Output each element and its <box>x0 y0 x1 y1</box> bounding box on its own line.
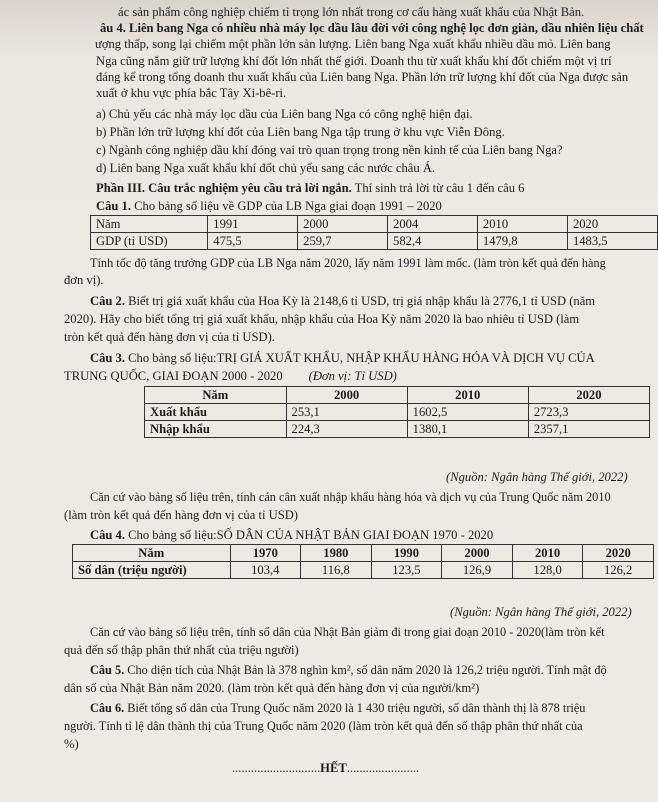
q6-line-2: người. Tính tỉ lệ dân thành thị của Trung Quốc năm 2020 (làm tròn kết quả đến số thập phân thứ nhất của <box>64 719 583 733</box>
table-cell: 1602,5 <box>407 404 528 421</box>
table-cell: Nhập khẩu <box>145 421 287 438</box>
table-header: 2010 <box>407 387 528 404</box>
table-row <box>145 404 650 421</box>
table-header: 1980 <box>301 545 372 562</box>
option-b: b) Phần lớn trữ lượng khí đốt của Liên bang Nga tập trung ở khu vực Viễn Đông. <box>96 125 505 139</box>
table-cell: 1380,1 <box>407 421 528 438</box>
q6-label: Câu 6. <box>90 701 125 715</box>
q1-task-1: Tính tốc độ tăng trưởng GDP của LB Nga năm 2020, lấy năm 1991 làm mốc. (làm tròn kết quả đến hàng <box>90 256 606 270</box>
table-header: 2010 <box>512 545 583 562</box>
option-d: d) Liên bang Nga xuất khẩu khí đốt chủ yếu sang các nước châu Á. <box>96 161 436 175</box>
table-cell: 126,9 <box>442 562 513 579</box>
table-row <box>91 233 658 250</box>
q3-text-2: TRUNG QUỐC, GIAI ĐOẠN 2000 - 2020 <box>64 369 283 383</box>
line-q3-tail: ác sản phẩm công nghiệp chiếm tỉ trọng lớn nhất trong cơ cấu hàng xuất khẩu của Nhật Bản. <box>118 5 585 19</box>
q6-line-3: %) <box>64 737 79 751</box>
q5-label: Câu 5. <box>90 663 125 677</box>
line-q4-3: Nga cũng nắm giữ trữ lượng khí đốt lớn nhất thế giới. Doanh thu từ xuất khẩu khí đốt chiếm một vị trí <box>96 54 612 68</box>
end-dots-left: ............................ <box>232 761 321 775</box>
q2-line-3: tròn kết quả đến hàng đơn vị của tỉ USD). <box>64 330 275 344</box>
q2-text-1: Biết trị giá xuất khẩu của Hoa Kỳ là 2148,6 tỉ USD, trị giá nhập khẩu là 2776,1 tỉ USD (năm <box>125 294 596 308</box>
table-cell: Số dân (triệu người) <box>73 562 231 579</box>
q4-part2-label: âu 4. Liên bang Nga có nhiều nhà máy lọc dầu lâu đời với công nghệ lọc đơn giản, dầu nhiên liệu chất <box>100 21 644 35</box>
table-cell: 2357,1 <box>528 421 649 438</box>
table-cell: 1479,8 <box>477 233 567 250</box>
q3-line-1 <box>90 350 595 366</box>
q6-line-1 <box>90 700 585 716</box>
table-row <box>91 216 658 233</box>
q2-line-1 <box>90 293 595 309</box>
line-q4-1 <box>100 20 644 36</box>
table-cell: 259,7 <box>298 233 388 250</box>
table-header: 1990 <box>371 545 442 562</box>
table-cell: 1991 <box>208 216 298 233</box>
option-a: a) Chủ yếu các nhà máy lọc dầu của Liên bang Nga có công nghệ hiện đại. <box>96 107 473 121</box>
table-header: 1970 <box>230 545 301 562</box>
q5-text-1: Cho diện tích của Nhật Bản là 378 nghìn km², số dân năm 2020 là 126,2 triệu người. Tính mật độ <box>124 663 607 677</box>
q3-text-1: Cho bảng số liệu:TRỊ GIÁ XUẤT KHẨU, NHẬP KHẨU HÀNG HÓA VÀ DỊCH VỤ CỦA <box>125 351 595 365</box>
table-row <box>145 421 650 438</box>
q4-task-2: quả đến số thập phân thứ nhất của triệu người) <box>64 643 299 657</box>
q2-line-2: 2020). Hãy cho biết tổng trị giá xuất khẩu, nhập khẩu của Hoa Kỳ năm 2020 là bao nhiêu tỉ USD (làm <box>64 312 580 326</box>
q4-line-1 <box>90 527 493 543</box>
table-cell: 128,0 <box>512 562 583 579</box>
table-header: 2000 <box>442 545 513 562</box>
q1-task-2: đơn vị). <box>64 273 104 287</box>
table-header: 2000 <box>286 387 407 404</box>
q4-label: Câu 4. <box>90 528 125 542</box>
part3-title: Phần III. Câu trắc nghiệm yêu cầu trả lời ngắn. <box>96 181 352 195</box>
table-row <box>145 387 650 404</box>
q4-task-1: Căn cứ vào bảng số liệu trên, tính số dân của Nhật Bản giảm đi trong giai đoạn 2010 - 2020(làm tròn kết <box>90 625 605 639</box>
part3-instruction: Thí sinh trả lời từ câu 1 đến câu 6 <box>351 181 525 195</box>
table-cell: 123,5 <box>371 562 442 579</box>
population-table <box>72 544 654 579</box>
table-cell: 2000 <box>298 216 388 233</box>
q1-text: Cho bảng số liệu về GDP của LB Nga giai đoạn 1991 – 2020 <box>131 199 442 213</box>
trade-table <box>144 386 650 438</box>
q3-task-2: (làm tròn kết quả đến hàng đơn vị của tỉ USD) <box>64 508 298 522</box>
table-cell: 2004 <box>388 216 478 233</box>
q5-line-1 <box>90 662 607 678</box>
q1-label: Câu 1. <box>96 199 131 213</box>
table-cell: 582,4 <box>388 233 478 250</box>
q4-source: (Nguồn: Ngân hàng Thế giới, 2022) <box>450 605 632 619</box>
table-cell: 126,2 <box>583 562 654 579</box>
table-cell: Xuất khẩu <box>145 404 287 421</box>
table-cell: 116,8 <box>301 562 372 579</box>
table-cell: 2010 <box>477 216 567 233</box>
table-cell: 475,5 <box>208 233 298 250</box>
table-cell: 224,3 <box>286 421 407 438</box>
part3-heading <box>96 180 524 196</box>
table-header: Năm <box>145 387 287 404</box>
option-c: c) Ngành công nghiệp dầu khí đóng vai trò quan trọng trong nền kinh tế của Liên bang Nga? <box>96 143 563 157</box>
q6-text-1: Biết tổng số dân của Trung Quốc năm 2020 là 1 430 triệu người, số dân thành thị là 878 triệu <box>124 701 586 715</box>
end-text: HẾT <box>320 761 347 775</box>
q4-text: Cho bảng số liệu:SỐ DÂN CỦA NHẬT BẢN GIAI ĐOẠN 1970 - 2020 <box>125 528 494 542</box>
table-cell: 2723,3 <box>528 404 649 421</box>
table-cell: 103,4 <box>230 562 301 579</box>
q3-line-2 <box>64 368 397 384</box>
q1-prompt <box>96 198 442 214</box>
table-cell: Năm <box>91 216 208 233</box>
line-q4-5: xuất ở khu vực phía bắc Tây Xi-bê-ri. <box>96 86 287 100</box>
line-q4-2: ượng thấp, song lại chiếm một phần lớn sản lượng. Liên bang Nga xuất khẩu nhiều dầu mỏ. Liên bang <box>95 37 611 51</box>
table-row <box>73 562 654 579</box>
q2-label: Câu 2. <box>90 294 125 308</box>
q3-unit: (Đơn vị: Tỉ USD) <box>308 369 397 383</box>
q3-source: (Nguồn: Ngân hàng Thế giới, 2022) <box>446 470 628 484</box>
table-row <box>73 545 654 562</box>
end-marker <box>232 760 419 776</box>
line-q4-4: đáng kể trong tổng doanh thu xuất khẩu của Liên bang Nga. Phần lớn trữ lượng khí đốt của Nga được sản <box>96 70 629 84</box>
end-dots-right: ....................... <box>346 761 420 775</box>
table-header: 2020 <box>583 545 654 562</box>
table-cell: 253,1 <box>286 404 407 421</box>
table-header: 2020 <box>528 387 649 404</box>
table-cell: 1483,5 <box>567 233 657 250</box>
table-cell: GDP (tỉ USD) <box>91 233 208 250</box>
gdp-table <box>90 215 658 250</box>
table-header: Năm <box>73 545 231 562</box>
q3-label: Câu 3. <box>90 351 125 365</box>
q3-task-1: Căn cứ vào bảng số liệu trên, tính cán cân xuất nhập khẩu hàng hóa và dịch vụ của Trung Quốc năm 2010 <box>90 490 611 504</box>
table-cell: 2020 <box>567 216 657 233</box>
q5-line-2: dân số của Nhật Bản năm 2020. (làm tròn kết quả đến hàng đơn vị của người/km²) <box>64 681 480 695</box>
